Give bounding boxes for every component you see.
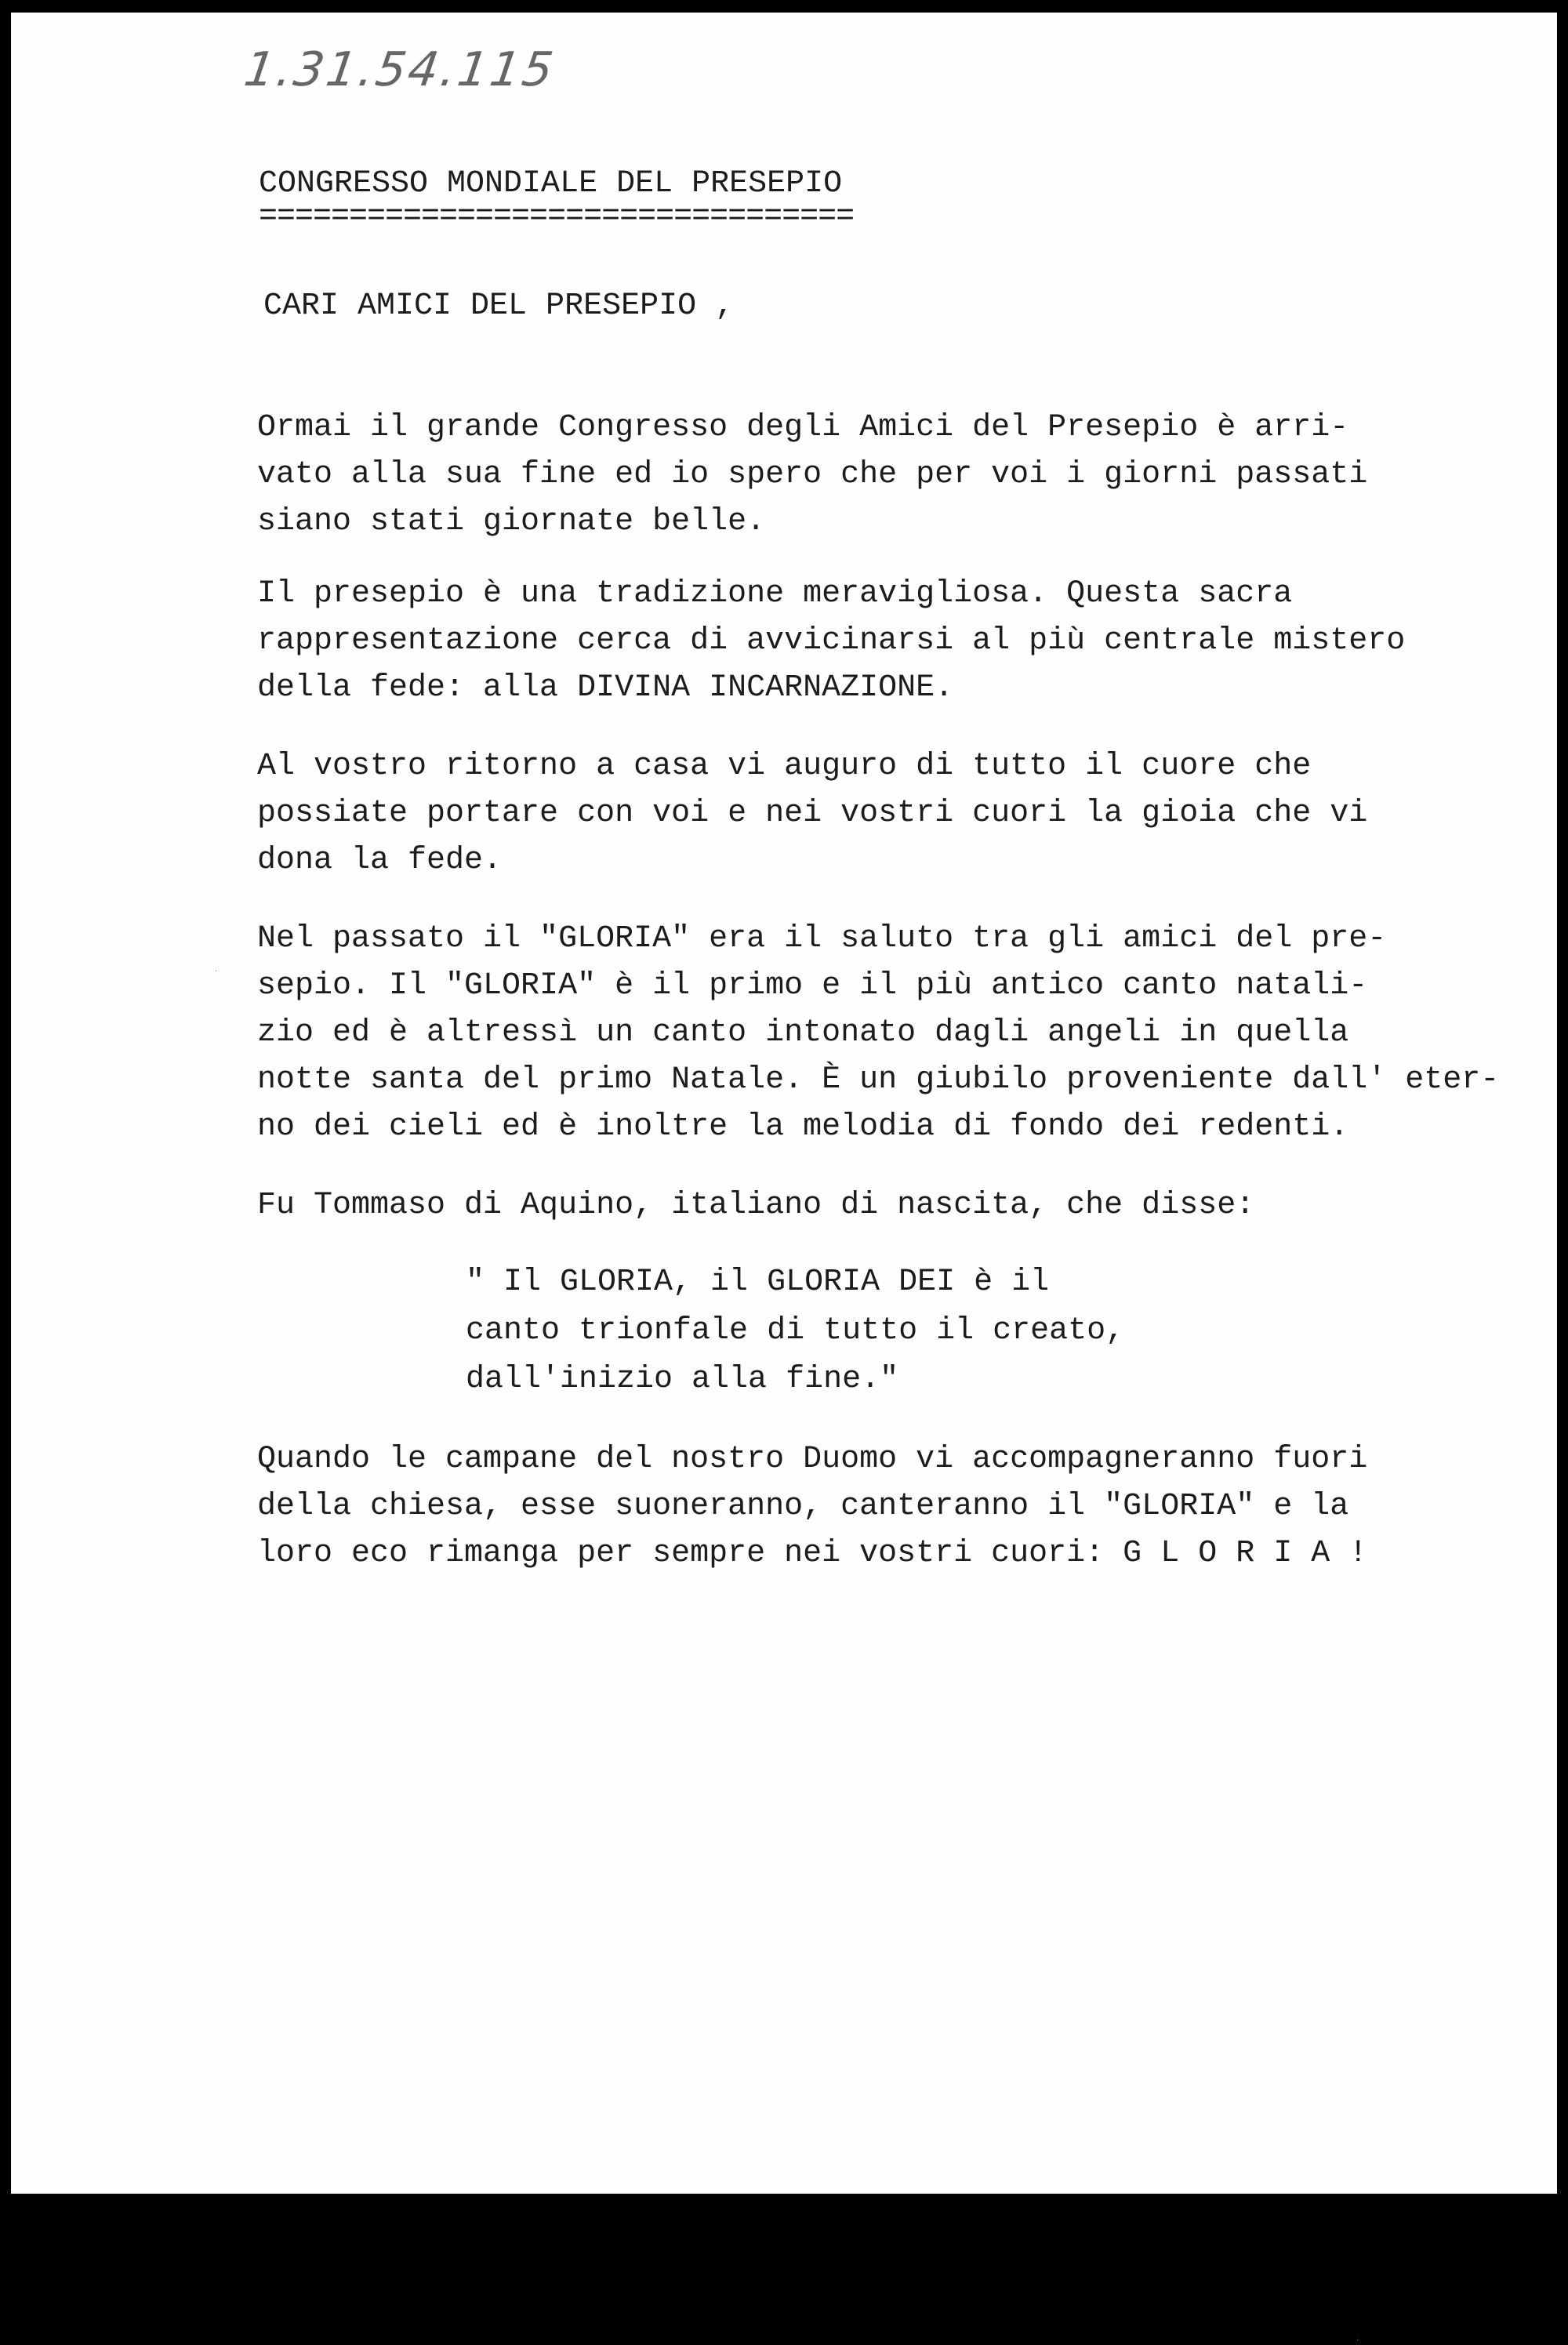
- paragraph-1-line-2: vato alla sua fine ed io spero che per voi i giorni passati: [257, 457, 1368, 492]
- quote-line-1: " Il GLORIA, il GLORIA DEI è il: [466, 1265, 1050, 1300]
- paragraph-4-line-1: Nel passato il "GLORIA" era il saluto tra gli amici del pre-: [257, 921, 1387, 957]
- paragraph-4-line-2: sepio. Il "GLORIA" è il primo e il più antico canto natali-: [257, 968, 1368, 1004]
- paragraph-3-line-2: possiate portare con voi e nei vostri cuori la gioia che vi: [257, 796, 1368, 831]
- paragraph-5-line-1: Fu Tommaso di Aquino, italiano di nascita, che disse:: [257, 1188, 1255, 1223]
- paragraph-3-line-1: Al vostro ritorno a casa vi auguro di tutto il cuore che: [257, 749, 1312, 784]
- closing-line-3: loro eco rimanga per sempre nei vostri cuori: G L O R I A !: [257, 1536, 1368, 1571]
- quote-line-3: dall'inizio alla fine.": [466, 1362, 899, 1397]
- document-page: [11, 13, 1557, 2345]
- heading-underline: =================================: [259, 199, 855, 234]
- paragraph-4-line-5: no dei cieli ed è inoltre la melodia di fondo dei redenti.: [257, 1109, 1349, 1145]
- paragraph-1-line-1: Ormai il grande Congresso degli Amici del Presepio è arri-: [257, 410, 1349, 445]
- paragraph-2-line-2: rappresentazione cerca di avvicinarsi al più centrale mistero: [257, 623, 1406, 659]
- paragraph-1-line-3: siano stati giornate belle.: [257, 504, 766, 539]
- quote-line-2: canto trionfale di tutto il creato,: [466, 1313, 1125, 1349]
- handwritten-reference-number: 1.31.54.115: [241, 42, 559, 97]
- scan-speck: ·: [215, 967, 218, 976]
- scan-speck: ·: [1356, 2336, 1359, 2345]
- salutation: CARI AMICI DEL PRESEPIO ,: [263, 289, 735, 324]
- paragraph-3-line-3: dona la fede.: [257, 843, 503, 878]
- closing-line-1: Quando le campane del nostro Duomo vi accompagneranno fuori: [257, 1442, 1368, 1477]
- paragraph-4-line-4: notte santa del primo Natale. È un giubilo proveniente dall' eter-: [257, 1062, 1500, 1098]
- paragraph-4-line-3: zio ed è altressì un canto intonato dagli angeli in quella: [257, 1015, 1349, 1051]
- document-heading: CONGRESSO MONDIALE DEL PRESEPIO: [259, 166, 843, 201]
- paragraph-2-line-3: della fede: alla DIVINA INCARNAZIONE.: [257, 670, 954, 706]
- closing-line-2: della chiesa, esse suoneranno, canteranno il "GLORIA" e la: [257, 1489, 1349, 1524]
- paragraph-2-line-1: Il presepio è una tradizione meravigliosa. Questa sacra: [257, 576, 1293, 612]
